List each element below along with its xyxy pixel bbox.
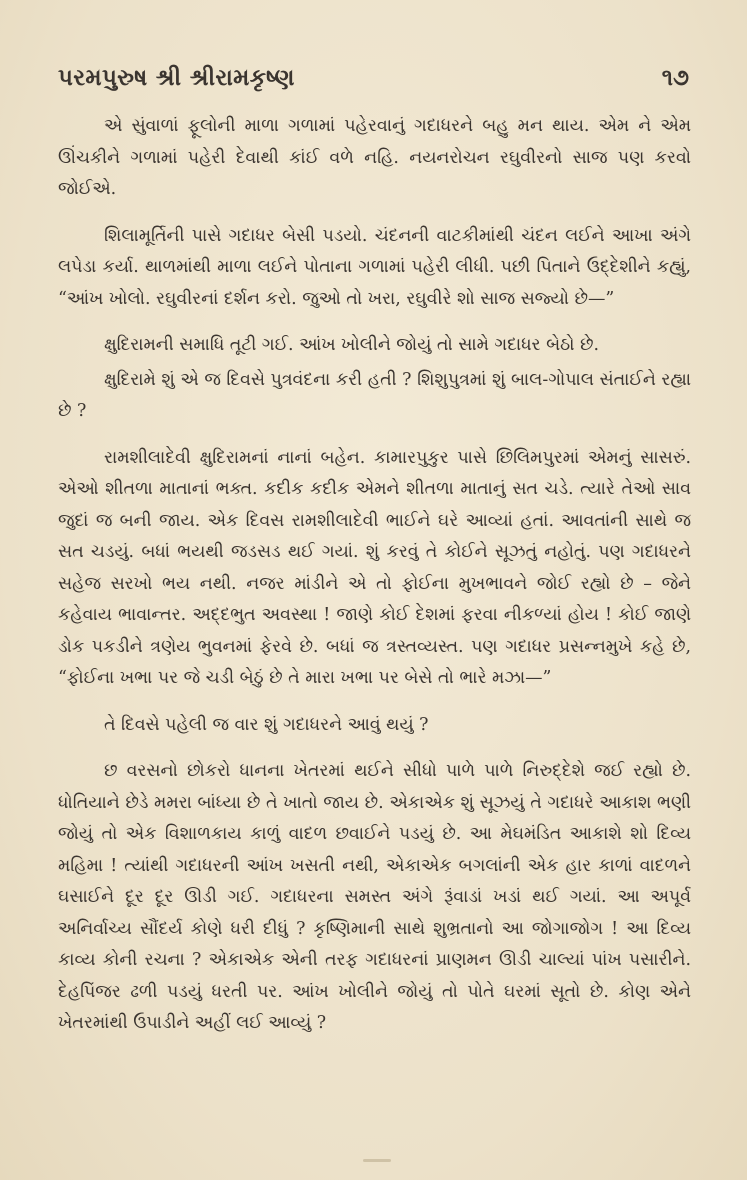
running-header (58, 64, 691, 91)
paragraph-4: ક્ષુદિરામે શું એ જ દિવસે પુત્રવંદના કરી હતી ? શિશુપુત્રમાં શું બાલ-ગોપાલ સંતાઈને રહ્યા છે ? (58, 369, 691, 421)
paragraph-1: એ સુંવાળાં ફૂલોની માળા ગળામાં પહેરવાનું ગદાધરને બહુ મન થાય. એમ ને એમ ઊંચકીને ગળામાં પહેરી દેવાથી કાંઈ વળે નહિ. નયનરોચન રઘુવીરનો સાજ પણ કરવો જોઈએ. (58, 116, 691, 199)
paragraph-2: શિલામૂર્તિની પાસે ગદાધર બેસી પડયો. ચંદનની વાટકીમાંથી ચંદન લઈને આખા અંગે લપેડા કર્યા. થાળમાંથી માળા લઈને પોતાના ગળામાં પહેરી લીધી. પછી પિતાને ઉદ્દેશીને કહ્યું, “આંખ ખોલો. રઘુવીરનાં દર્શન કરો. જુઓ તો ખરા, રઘુવીરે શો સાજ સજ્યો છે—” (58, 225, 691, 309)
paragraph-5: રામશીલાદેવી ક્ષુદિરામનાં નાનાં બહેન. કામારપુકુર પાસે છિલિમપુરમાં એમનું સાસરું. એઓ શીતળા માતાનાં ભક્ત. કદીક કદીક એમને શીતળા માતાનું સત ચડે. ત્યારે તેઓ સાવ જુદાં જ બની જાય. એક દિવસ રામશીલાદેવી ભાઈને ઘરે આવ્યાં હતાં. આવતાંની સાથે જ સત ચડયું. બધાં ભયથી જડસડ થઈ ગયાં. શું કરવું તે કોઈને સૂઝતું નહોતું. પણ ગદાધરને સહેજ સરખો ભય નથી. નજર માંડીને એ તો ફોઈના મુખભાવને જોઈ રહ્યો છે – જેને કહેવાય ભાવાન્તર. અદ્દભુત અવસ્થા ! જાણે કોઈ દેશમાં ફરવા નીકળ્યાં હોય ! કોઈ જાણે ડોક પકડીને ત્રણેય ભુવનમાં ફેરવે છે. બધાં જ ત્રસ્તવ્યસ્ત. પણ ગદાધર પ્રસન્નમુખે કહે છે, “ફોઈના ખભા પર જે ચડી બેઠું છે તે મારા ખભા પર બેસે તો ભારે મઝા—” (58, 447, 691, 688)
ink-smudge (363, 1159, 391, 1162)
paragraph-6: તે દિવસે પહેલી જ વાર શું ગદાધરને આવું થયું ? (104, 714, 429, 735)
body-text (58, 111, 691, 1040)
paragraph-3: ક્ષુદિરામની સમાધિ તૂટી ગઈ. આંખ ખોલીને જોયું તો સામે ગદાધર બેઠો છે. (104, 335, 599, 355)
page-number: ૧૭ (661, 64, 689, 91)
running-title: પરમપુરુષ શ્રી શ્રીરામકૃષ્ણ (58, 64, 295, 91)
paragraph-7: છ વરસનો છોકરો ધાનના ખેતરમાં થઈને સીધો પાળે પાળે નિરુદ્દેશે જઈ રહ્યો છે. ધોતિયાને છેડે મમરા બાંધ્યા છે તે ખાતો જાય છે. એકાએક શું સૂઝયું તે ગદાધરે આકાશ ભણી જોયું તો એક વિશાળકાય કાળું વાદળ છવાઈને પડયું છે. આ મેઘમંડિત આકાશે શો દિવ્ય મહિમા ! ત્યાંથી ગદાધરની આંખ ખસતી નથી, એકાએક બગલાંની એક હાર કાળાં વાદળને ઘસાઈને દૂર દૂર ઊડી ગઈ. ગદાધરના સમસ્ત અંગે રૂંવાડાં ખડાં થઈ ગયાં. આ અપૂર્વ અનિર્વાચ્ય સૌંદર્ય કોણે ધરી દીધું ? કૃષ્ણિમાની સાથે શુભ્રતાનો આ જોગાજોગ ! આ દિવ્ય કાવ્ય કોની રચના ? એકાએક એની તરફ ગદાધરનાં પ્રાણમન ઊડી ચાલ્યાં પાંખ પસારીને. દેહપિંજર ઢળી પડયું ધરતી પર. આંખ ખોલીને જોયું તો પોતે ઘરમાં સૂતો છે. કોણ એને ખેતરમાંથી ઉપાડીને અહીં લઈ આવ્યું ? (58, 761, 691, 1033)
